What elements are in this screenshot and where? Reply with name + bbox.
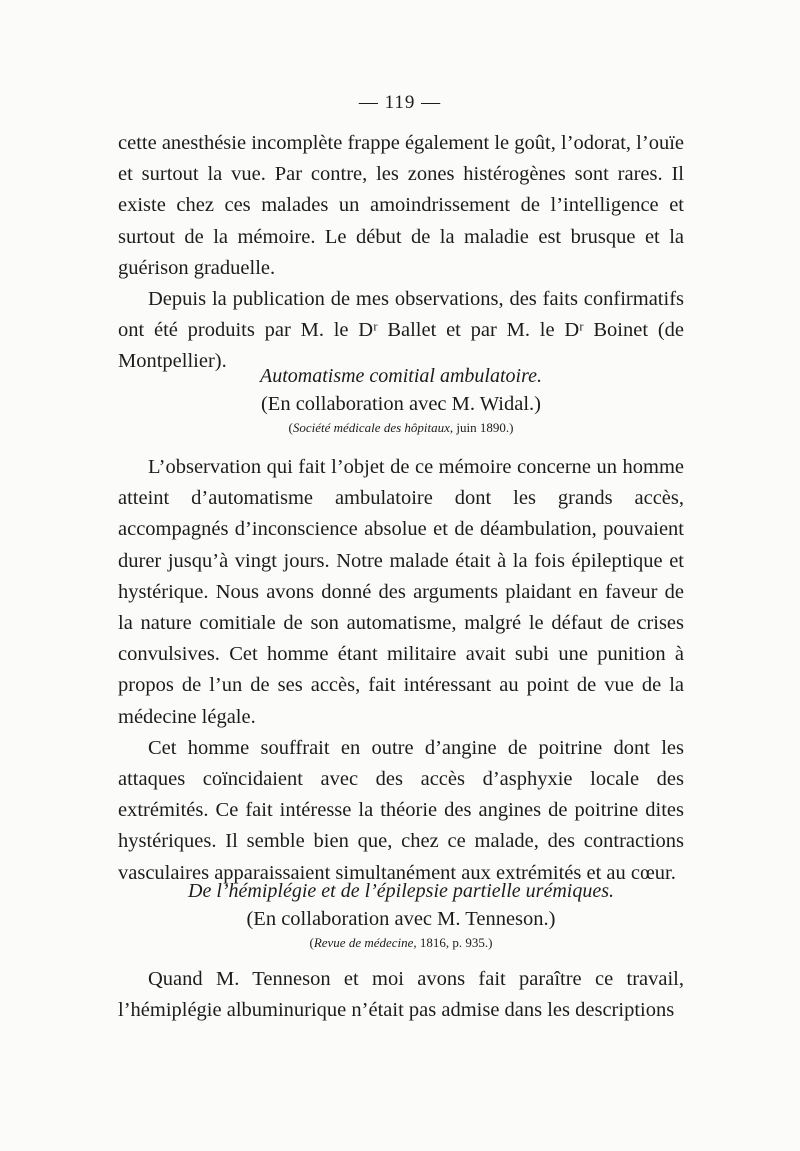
body-paragraph: Quand M. Tenneson et moi avons fait paraître ce travail, l’hémiplégie albuminurique n’était pas admise dans les descriptions <box>118 968 684 1022</box>
section-title: Automatisme comitial ambulatoire. <box>259 365 542 387</box>
section-hemiplegie-body <box>118 964 684 1026</box>
page-number: — 119 — <box>358 92 442 113</box>
body-paragraph: Cet homme souffrait en outre d’angine de poitrine dont les attaques coïncidaient avec des accès d’asphyxie locale des extrémités. Ce fait intéresse la théorie des angines de poitrine dites hystériques. Il semble bien que, chez ce malade, des contractions vasculaires apparaissaient simultanément aux extrémités et au cœur. <box>118 736 684 884</box>
section-automatisme <box>118 362 684 438</box>
reference-journal: Revue de médecine, <box>313 935 417 950</box>
section-title: De l’hémiplégie et de l’épilepsie partielle urémiques. <box>188 880 614 902</box>
intro-paragraph-2: Depuis la publication de mes observations, des faits confirmatifs ont été produits par M. le Dʳ Ballet et par M. le Dʳ Boinet (de Montpellier). <box>118 288 684 373</box>
intro-paragraph-1: cette anesthésie incomplète frappe également le goût, l’odorat, l’ouïe et surtout la vue. Par contre, les zones histérogènes sont rares. Il existe chez ces malades un amoindrissement de l’intelligence et surtout de la mémoire. Le début de la maladie est brusque et la guérison graduelle. <box>118 132 684 279</box>
intro-block <box>118 128 684 378</box>
section-reference: (Revue de médecine, 1816, p. 935.) <box>309 935 493 950</box>
section-subtitle: (En collaboration avec M. Tenneson.) <box>246 908 556 930</box>
reference-journal: Société médicale des hôpitaux, <box>292 420 454 435</box>
body-paragraph: L’observation qui fait l’objet de ce mémoire concerne un homme atteint d’automatisme ambulatoire dont les grands accès, accompagnés d’inconscience absolue et de déambulation, pouvaient durer jusqu’à vingt jours. Notre malade était à la fois épileptique et hystérique. Nous avons donné des arguments plaidant en faveur de la nature comitiale de son automatisme, malgré le défaut de crises convulsives. Cet homme étant militaire avait subi une punition à propos de l’un de ses accès, fait intéressant au point de vue de la médecine légale. <box>118 456 684 728</box>
reference-date: 1816, p. 935. <box>416 935 489 950</box>
section-reference: (Société médicale des hôpitaux, juin 1890.) <box>288 420 514 435</box>
section-subtitle: (En collaboration avec M. Widal.) <box>260 393 541 415</box>
reference-date: juin 1890. <box>453 420 510 435</box>
section-automatisme-body <box>118 452 684 889</box>
section-hemiplegie <box>118 877 684 953</box>
